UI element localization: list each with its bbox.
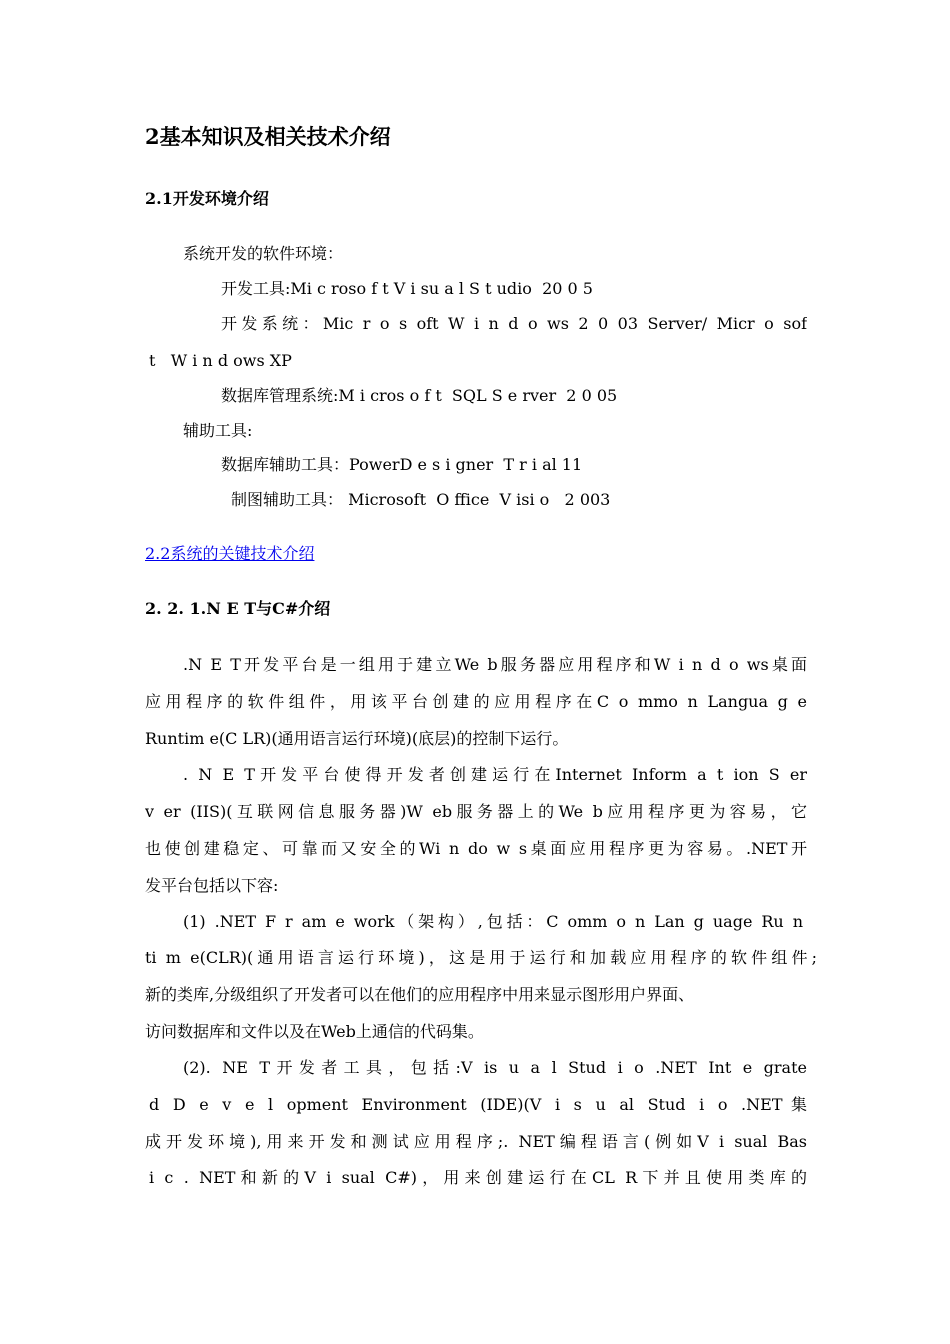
body-line: ti m e(CLR)(通用语言运行环境)，这是用于运行和加载应用程序的软件组件; xyxy=(145,948,817,967)
dev-tool-line: 开发工具:Mi c roso f t V i su a l S t udio 20 0 5 xyxy=(221,279,593,298)
dev-os-line-1: 开发系统：Mic r o s oft W i n d o ws 2 0 03 Server/ Micr o sof xyxy=(221,314,807,333)
section-2-1-heading: 2.1开发环境介绍 xyxy=(145,189,269,208)
draw-aux-tool-line: 制图辅助工具： Microsoft O ffice V isi o 2 003 xyxy=(231,490,611,509)
chapter-heading: 2基本知识及相关技术介绍 xyxy=(145,124,391,149)
body-line: 成开发环境),用来开发和测试应用程序;. NET编程语言(例如V i sual Bas xyxy=(145,1132,807,1151)
body-line: i c . NET和新的V i sual C#)，用来创建运行在CL R下并且使用类库的 xyxy=(149,1168,807,1187)
body-line: 也使创建稳定、可靠而又安全的Wi n do w s桌面应用程序更为容易。.NET开 xyxy=(145,839,807,858)
dev-os-line-2: t W i n d ows XP xyxy=(149,351,292,370)
body-line: Runtim e(C LR)(通用语言运行环境)(底层)的控制下运行。 xyxy=(145,729,569,748)
body-line: (1) .NET F r am e work（架构）,包括：C omm o n Lan g uage Ru n xyxy=(183,912,803,931)
db-aux-tool-line: 数据库辅助工具：PowerD e s i gner T r i al 11 xyxy=(221,455,583,474)
body-line: 应用程序的软件组件，用该平台创建的应用程序在C o mmo n Langua g e xyxy=(145,692,807,711)
body-line: d D e v e l opment Environment (IDE)(V i s u al Stud i o .NET集 xyxy=(149,1095,807,1114)
body-line: .N E T开发平台是一组用于建立We b服务器应用程序和W i n d o ws桌面 xyxy=(183,655,807,674)
software-env-label: 系统开发的软件环境： xyxy=(183,244,344,263)
section-2-2-heading-link[interactable]: 2.2系统的关键技术介绍 xyxy=(145,544,315,563)
body-line: 访问数据库和文件以及在Web上通信的代码集。 xyxy=(145,1022,484,1041)
body-line: 发平台包括以下容: xyxy=(145,876,279,895)
body-line: 新的类库,分级组织了开发者可以在他们的应用程序中用来显示图形用户界面、 xyxy=(145,985,695,1004)
body-line: . N E T开发平台使得开发者创建运行在Internet Inform a t ion S er xyxy=(183,765,807,784)
body-line: (2). NE T开发者工具，包括:V is u a l Stud i o .NET Int e grate xyxy=(183,1058,807,1077)
section-2-2-1-heading: 2. 2. 1.N E T与C#介绍 xyxy=(145,599,331,618)
db-system-line: 数据库管理系统:M i cros o f t SQL S e rver 2 0 05 xyxy=(221,386,618,405)
aux-tools-label: 辅助工具: xyxy=(183,421,253,440)
body-line: v er (IIS)(互联网信息服务器)W eb服务器上的We b应用程序更为容易，它 xyxy=(145,802,807,821)
